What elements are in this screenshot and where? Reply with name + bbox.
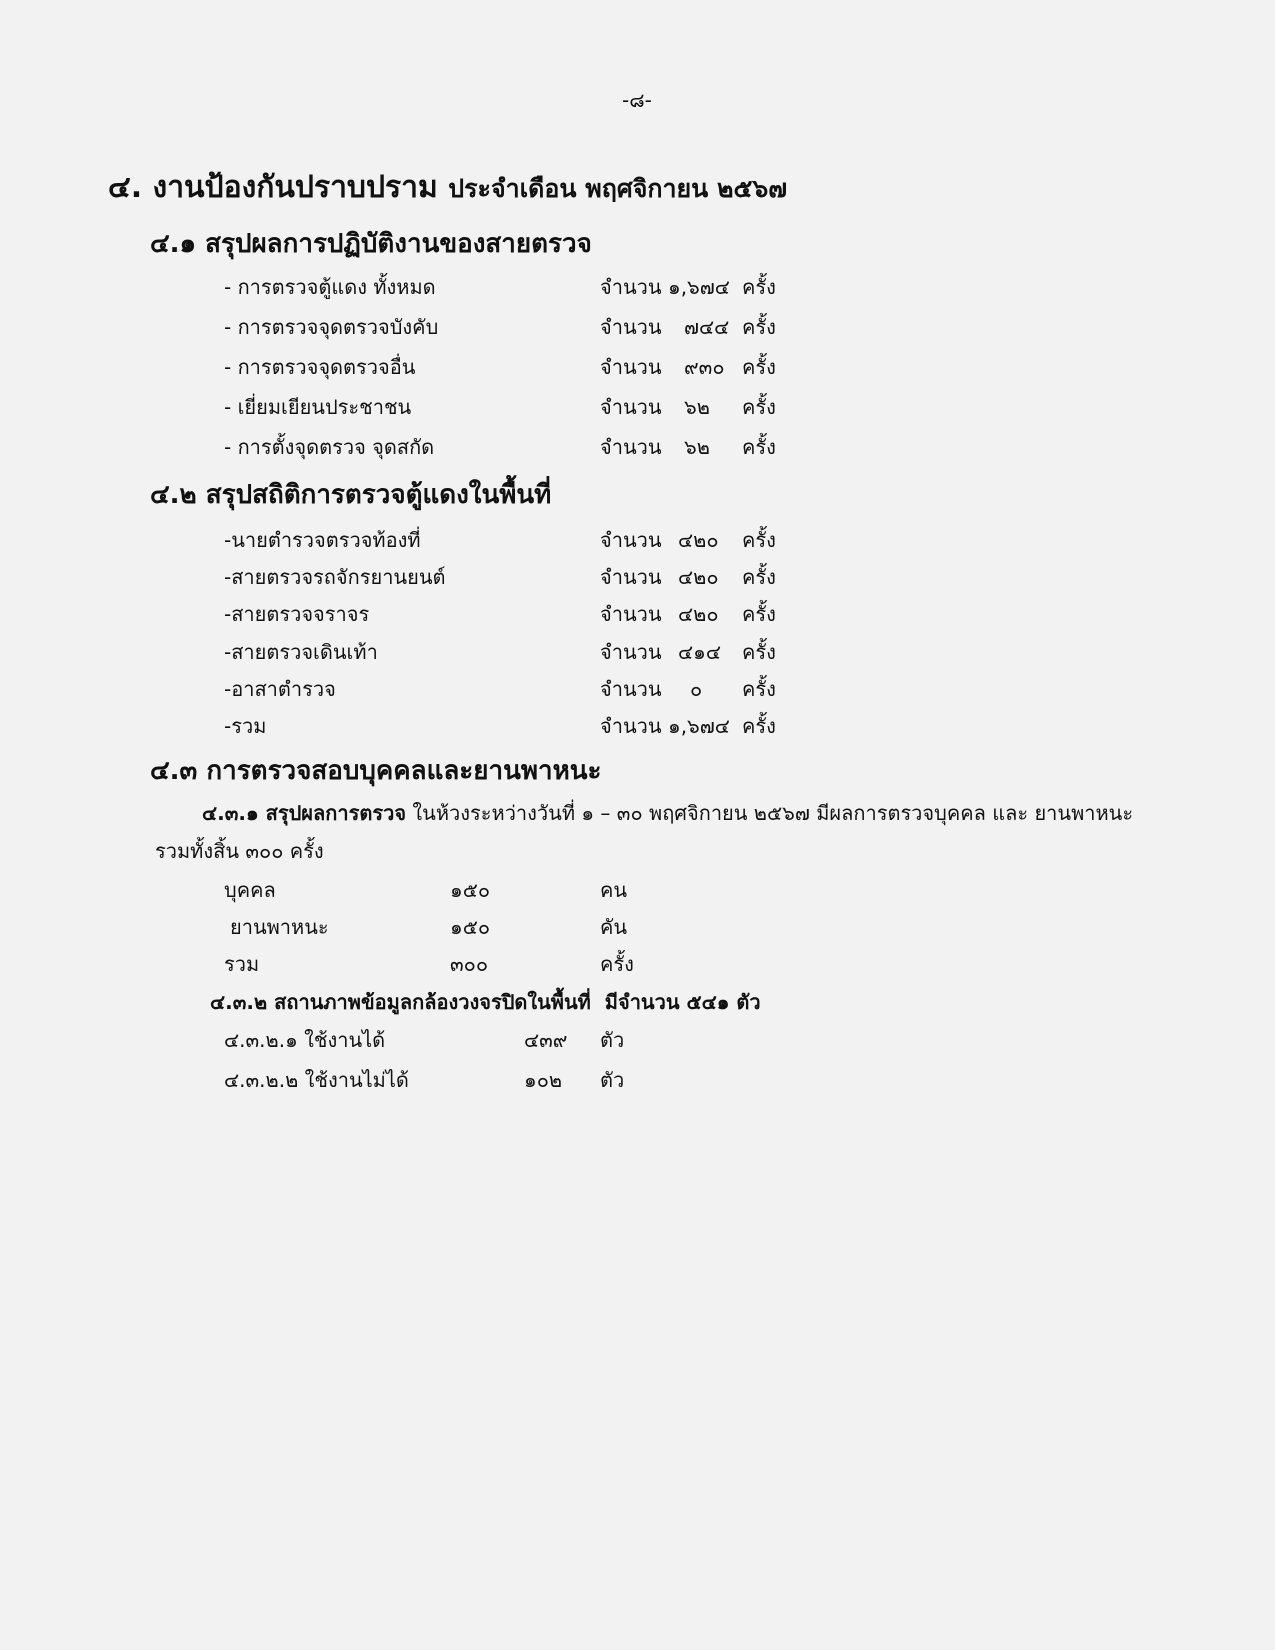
stat-item-value: ๔๒๐: [678, 528, 719, 552]
stat-item-unit: ครั้ง: [742, 602, 776, 626]
cctv-item-label: ๔.๓.๒.๒ ใช้งานไม่ได้: [224, 1068, 409, 1092]
patrol-item-label: - เยี่ยมเยียนประชาชน: [224, 395, 412, 419]
patrol-item-label: - การตั้งจุดตรวจ จุดสกัด: [224, 435, 435, 459]
stat-item-unit: ครั้ง: [742, 528, 776, 552]
inspection-row-unit: คน: [600, 878, 628, 902]
inspection-summary-bold: ๔.๓.๑ สรุปผลการตรวจ: [202, 801, 407, 825]
stat-item-unit: ครั้ง: [742, 714, 776, 738]
stat-item-value: ๑,๖๗๔: [668, 714, 730, 738]
stat-item-value: ๔๒๐: [678, 602, 719, 626]
stat-item-label: -นายตำรวจตรวจท้องที่: [224, 528, 421, 552]
stat-item-unit: ครั้ง: [742, 565, 776, 589]
stat-item-prefix: จำนวน: [600, 640, 662, 664]
inspection-row-label: ยานพาหนะ: [230, 915, 329, 939]
inspection-row-unit: คัน: [600, 915, 628, 939]
cctv-item-value: ๑๐๒: [524, 1068, 563, 1092]
patrol-item-prefix: จำนวน: [600, 395, 662, 419]
patrol-item-unit: ครั้ง: [742, 275, 776, 299]
stat-item-label: -สายตรวจจราจร: [224, 602, 370, 626]
patrol-item-value: ๖๒: [684, 395, 710, 419]
inspection-row-value: ๓๐๐: [450, 952, 489, 976]
inspection-summary-text: ในห้วงระหว่างวันที่ ๑ – ๓๐ พฤศจิกายน ๒๕๖๗ มีผลการตรวจบุคคล และ ยานพาหนะ: [412, 801, 1134, 825]
inspection-row-label: บุคคล: [224, 878, 276, 902]
patrol-item-value: ๑,๖๗๔: [668, 275, 730, 299]
inspection-row-value: ๑๕๐: [450, 915, 491, 939]
stat-item-prefix: จำนวน: [600, 565, 662, 589]
inspection-summary-total: รวมทั้งสิ้น ๓๐๐ ครั้ง: [155, 839, 324, 863]
stat-item-label: -สายตรวจเดินเท้า: [224, 640, 378, 664]
section-title: [108, 164, 787, 211]
section-title-bold: ๔. งานป้องกันปราบปราม: [108, 170, 438, 205]
stat-item-label: -อาสาตำรวจ: [224, 677, 336, 701]
stat-item-value: ๔๒๐: [678, 565, 719, 589]
patrol-item-label: - การตรวจตู้แดง ทั้งหมด: [224, 275, 436, 299]
stat-item-label: -สายตรวจรถจักรยานยนต์: [224, 565, 446, 589]
stat-item-value: ๐: [690, 677, 703, 701]
patrol-item-prefix: จำนวน: [600, 315, 662, 339]
inspection-row-unit: ครั้ง: [600, 952, 634, 976]
patrol-item-label: - การตรวจจุดตรวจบังคับ: [224, 315, 439, 339]
stat-item-prefix: จำนวน: [600, 677, 662, 701]
subsection-title-4-1: ๔.๑ สรุปผลการปฏิบัติงานของสายตรวจ: [150, 229, 592, 259]
inspection-summary-line: [202, 797, 1133, 829]
patrol-item-unit: ครั้ง: [742, 315, 776, 339]
stat-item-label: -รวม: [224, 714, 267, 738]
cctv-status-total: มีจำนวน ๕๔๑ ตัว: [604, 990, 761, 1014]
subsection-title-4-3: ๔.๓ การตรวจสอบบุคคลและยานพาหนะ: [150, 756, 602, 786]
stat-item-prefix: จำนวน: [600, 528, 662, 552]
patrol-item-value: ๙๓๐: [684, 355, 725, 379]
section-title-rest: ประจำเดือน พฤศจิกายน ๒๕๖๗: [448, 174, 788, 203]
patrol-item-value: ๖๒: [684, 435, 710, 459]
patrol-item-prefix: จำนวน: [600, 355, 662, 379]
patrol-item-label: - การตรวจจุดตรวจอื่น: [224, 355, 416, 379]
stat-item-unit: ครั้ง: [742, 640, 776, 664]
patrol-item-unit: ครั้ง: [742, 395, 776, 419]
page-number: -๘-: [622, 88, 652, 112]
cctv-status-title: ๔.๓.๒ สถานภาพข้อมูลกล้องวงจรปิดในพื้นที่: [210, 990, 591, 1014]
inspection-row-label: รวม: [224, 952, 260, 976]
subsection-title-4-2: ๔.๒ สรุปสถิติการตรวจตู้แดงในพื้นที่: [150, 480, 552, 510]
inspection-row-value: ๑๕๐: [450, 878, 491, 902]
cctv-item-label: ๔.๓.๒.๑ ใช้งานได้: [224, 1028, 386, 1052]
stat-item-unit: ครั้ง: [742, 677, 776, 701]
cctv-item-unit: ตัว: [600, 1028, 625, 1052]
patrol-item-unit: ครั้ง: [742, 435, 776, 459]
patrol-item-unit: ครั้ง: [742, 355, 776, 379]
cctv-item-value: ๔๓๙: [524, 1028, 568, 1052]
cctv-status-heading: [210, 986, 761, 1018]
patrol-item-value: ๗๔๔: [684, 315, 730, 339]
patrol-item-prefix: จำนวน: [600, 275, 662, 299]
patrol-item-prefix: จำนวน: [600, 435, 662, 459]
stat-item-prefix: จำนวน: [600, 714, 662, 738]
cctv-item-unit: ตัว: [600, 1068, 625, 1092]
stat-item-prefix: จำนวน: [600, 602, 662, 626]
stat-item-value: ๔๑๔: [678, 640, 721, 664]
